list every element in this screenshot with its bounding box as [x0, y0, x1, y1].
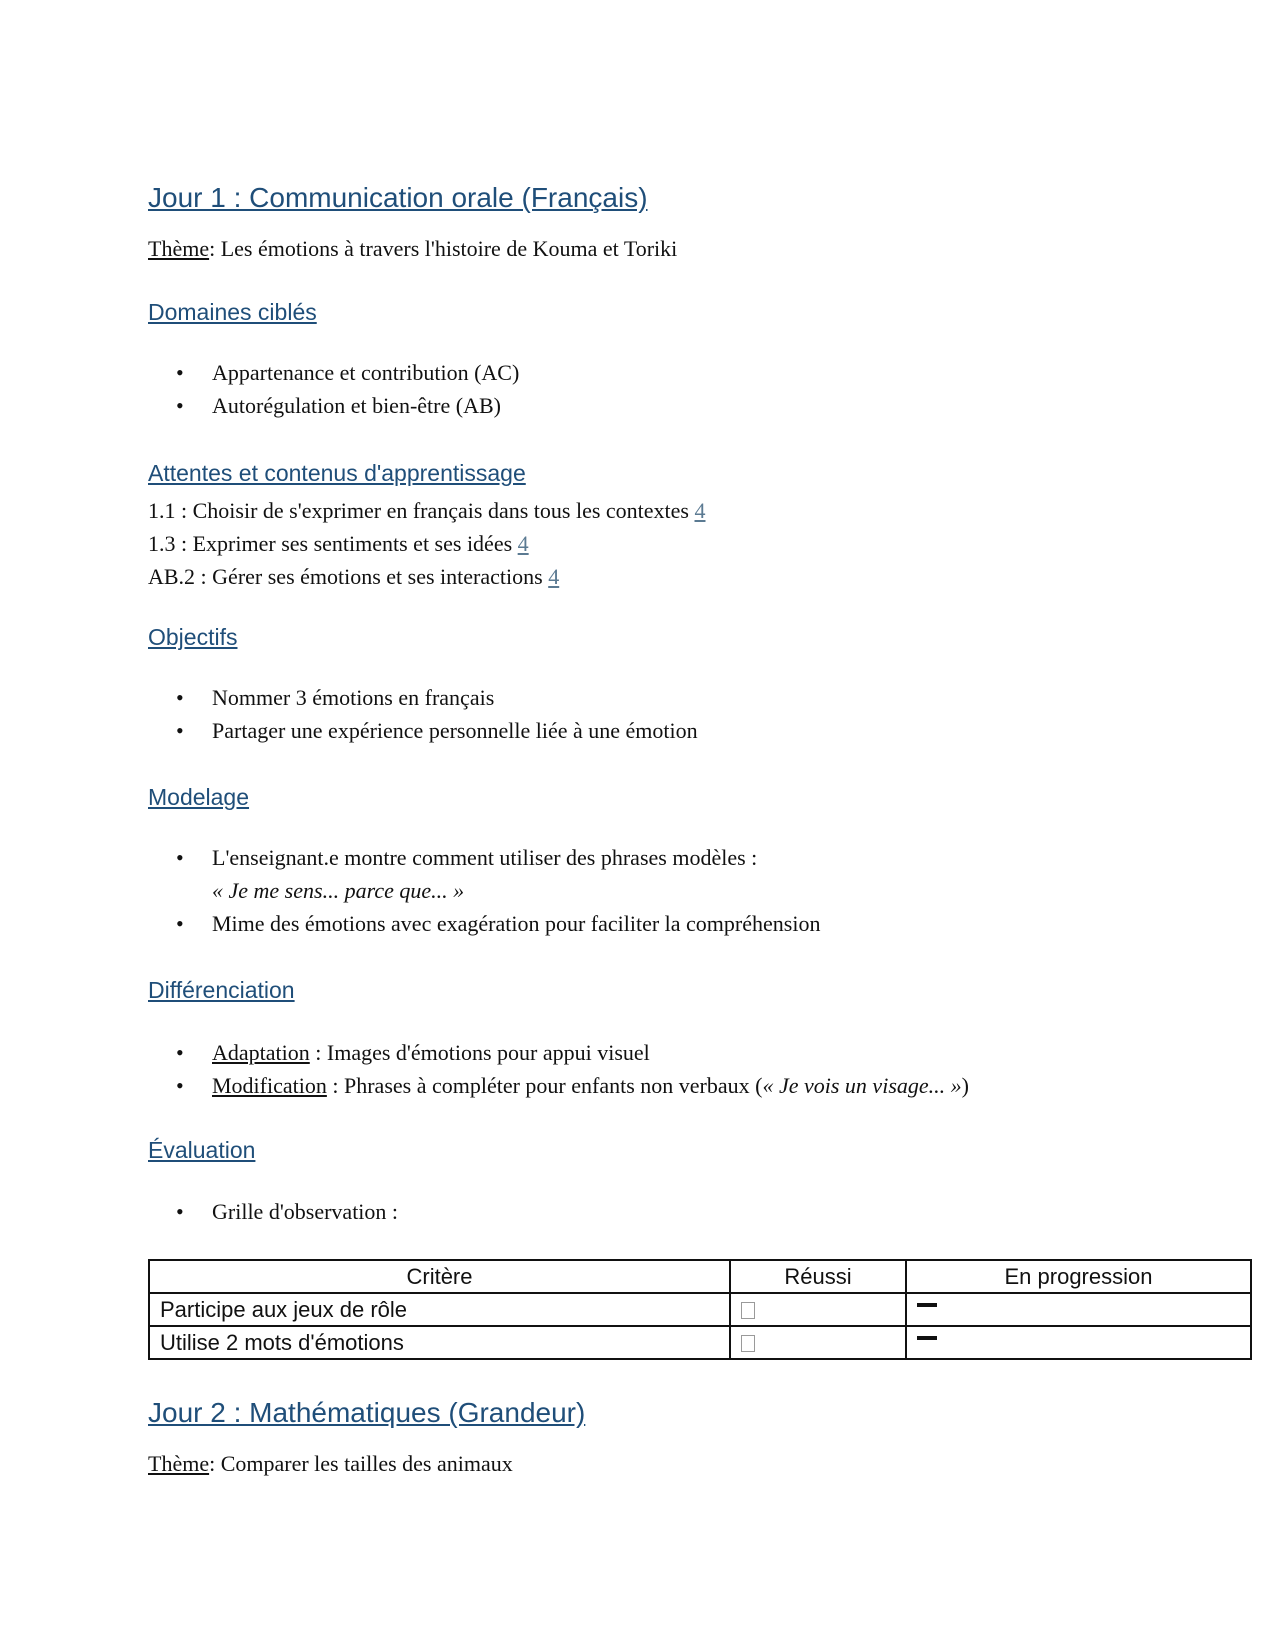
list-item: • Modification : Phrases à compléter pour enfants non verbaux (« Je vois un visage... ») [176, 1069, 969, 1102]
progress-cell [906, 1326, 1251, 1359]
expectation-item: 1.1 : Choisir de s'exprimer en français dans tous les contextes 4 [148, 498, 706, 523]
modeling-list [176, 841, 820, 940]
evaluation-heading[interactable]: Évaluation [148, 1137, 256, 1163]
adaptation-label: Adaptation [212, 1040, 310, 1065]
reference-link[interactable]: 4 [694, 498, 706, 523]
theme-label: Thème [148, 236, 210, 261]
list-item: • Mime des émotions avec exagération pour faciliter la compréhension [176, 907, 820, 940]
header-progress: En progression [906, 1260, 1251, 1293]
modeling-heading[interactable]: Modelage [148, 784, 250, 810]
differentiation-list [176, 1036, 969, 1102]
dash-icon [917, 1303, 937, 1307]
domains-heading[interactable]: Domaines ciblés [148, 299, 317, 325]
dash-icon [917, 1336, 937, 1340]
progress-cell [906, 1293, 1251, 1326]
header-success: Réussi [730, 1260, 906, 1293]
list-item: • Grille d'observation : [176, 1195, 398, 1228]
success-cell [730, 1293, 906, 1326]
day2-title[interactable]: Jour 2 : Mathématiques (Grandeur) [148, 1397, 586, 1428]
checkbox-icon[interactable] [741, 1335, 755, 1352]
evaluation-list [176, 1195, 398, 1228]
theme-text: : Comparer les tailles des animaux [209, 1451, 513, 1476]
day2-theme [148, 1451, 513, 1477]
model-phrase: « Je me sens... parce que... » [212, 878, 465, 903]
expectations-heading[interactable]: Attentes et contenus d'apprentissage [148, 460, 526, 486]
table-header-row [149, 1260, 1251, 1293]
list-item: • Nommer 3 émotions en français [176, 681, 698, 714]
objectives-list [176, 681, 698, 747]
table-row [149, 1293, 1251, 1326]
expectation-item: 1.3 : Exprimer ses sentiments et ses idées 4 [148, 531, 529, 556]
day1-title[interactable]: Jour 1 : Communication orale (Français) [148, 182, 648, 213]
expectations-list [148, 494, 706, 593]
domains-list [176, 356, 519, 422]
reference-link[interactable]: 4 [548, 564, 560, 589]
theme-label: Thème [148, 1451, 210, 1476]
modification-label: Modification [212, 1073, 327, 1098]
theme-text: : Les émotions à travers l'histoire de Kouma et Toriki [209, 236, 678, 261]
criterion-cell: Utilise 2 mots d'émotions [149, 1326, 730, 1359]
day1-theme [148, 236, 677, 262]
list-item: • Partager une expérience personnelle liée à une émotion [176, 714, 698, 747]
list-item: • Autorégulation et bien-être (AB) [176, 389, 519, 422]
list-item: • Appartenance et contribution (AC) [176, 356, 519, 389]
expectation-item: AB.2 : Gérer ses émotions et ses interactions 4 [148, 564, 560, 589]
list-item: • L'enseignant.e montre comment utiliser des phrases modèles : « Je me sens... parce que... » [176, 841, 820, 907]
reference-link[interactable]: 4 [517, 531, 529, 556]
list-item: • Adaptation : Images d'émotions pour appui visuel [176, 1036, 969, 1069]
success-cell [730, 1326, 906, 1359]
header-criterion: Critère [149, 1260, 730, 1293]
criterion-cell: Participe aux jeux de rôle [149, 1293, 730, 1326]
table-row [149, 1326, 1251, 1359]
checkbox-icon[interactable] [741, 1302, 755, 1319]
observation-grid [148, 1259, 1252, 1360]
differentiation-heading[interactable]: Différenciation [148, 977, 295, 1003]
objectives-heading[interactable]: Objectifs [148, 624, 238, 650]
